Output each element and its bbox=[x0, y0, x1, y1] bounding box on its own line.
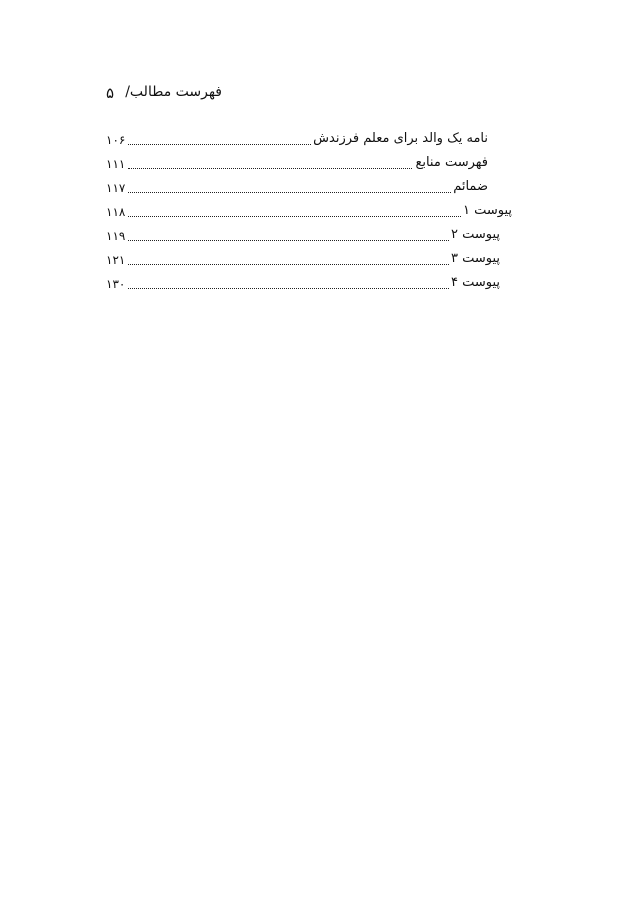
table-of-contents bbox=[106, 130, 518, 298]
header-page-number: ۵ bbox=[106, 84, 115, 102]
toc-entry-title: پیوست ۳ bbox=[450, 251, 500, 266]
toc-leader-dots bbox=[128, 264, 453, 265]
toc-entry-title: پیوست ۴ bbox=[450, 275, 500, 290]
toc-entry bbox=[106, 274, 518, 298]
toc-entry bbox=[106, 178, 518, 202]
toc-entry-page: ۱۰۶ bbox=[106, 133, 126, 147]
toc-entry bbox=[106, 154, 518, 178]
toc-entry-page: ۱۱۹ bbox=[106, 229, 126, 243]
toc-entry bbox=[106, 130, 518, 154]
toc-entry-title: ضمائم bbox=[453, 179, 488, 194]
toc-entry-page: ۱۱۸ bbox=[106, 205, 126, 219]
toc-entry-title: پیوست ۱ bbox=[462, 203, 512, 218]
toc-leader-dots bbox=[128, 144, 333, 145]
toc-entry bbox=[106, 202, 518, 226]
toc-entry bbox=[106, 250, 518, 274]
toc-entry-title: فهرست منابع bbox=[415, 155, 488, 170]
toc-leader-dots bbox=[128, 216, 463, 217]
header-title: فهرست مطالب/ bbox=[125, 84, 222, 100]
toc-entry-page: ۱۲۱ bbox=[106, 253, 126, 267]
toc-entry bbox=[106, 226, 518, 250]
toc-leader-dots bbox=[128, 192, 453, 193]
toc-leader-dots bbox=[128, 168, 418, 169]
toc-entry-page: ۱۱۱ bbox=[106, 157, 126, 171]
toc-entry-page: ۱۱۷ bbox=[106, 181, 126, 195]
toc-entry-title: نامه یک والد برای معلم فرزندش bbox=[313, 131, 488, 146]
toc-leader-dots bbox=[128, 288, 453, 289]
toc-entry-title: پیوست ۲ bbox=[450, 227, 500, 242]
page-header bbox=[106, 84, 222, 108]
toc-entry-page: ۱۳۰ bbox=[106, 277, 126, 291]
toc-leader-dots bbox=[128, 240, 453, 241]
